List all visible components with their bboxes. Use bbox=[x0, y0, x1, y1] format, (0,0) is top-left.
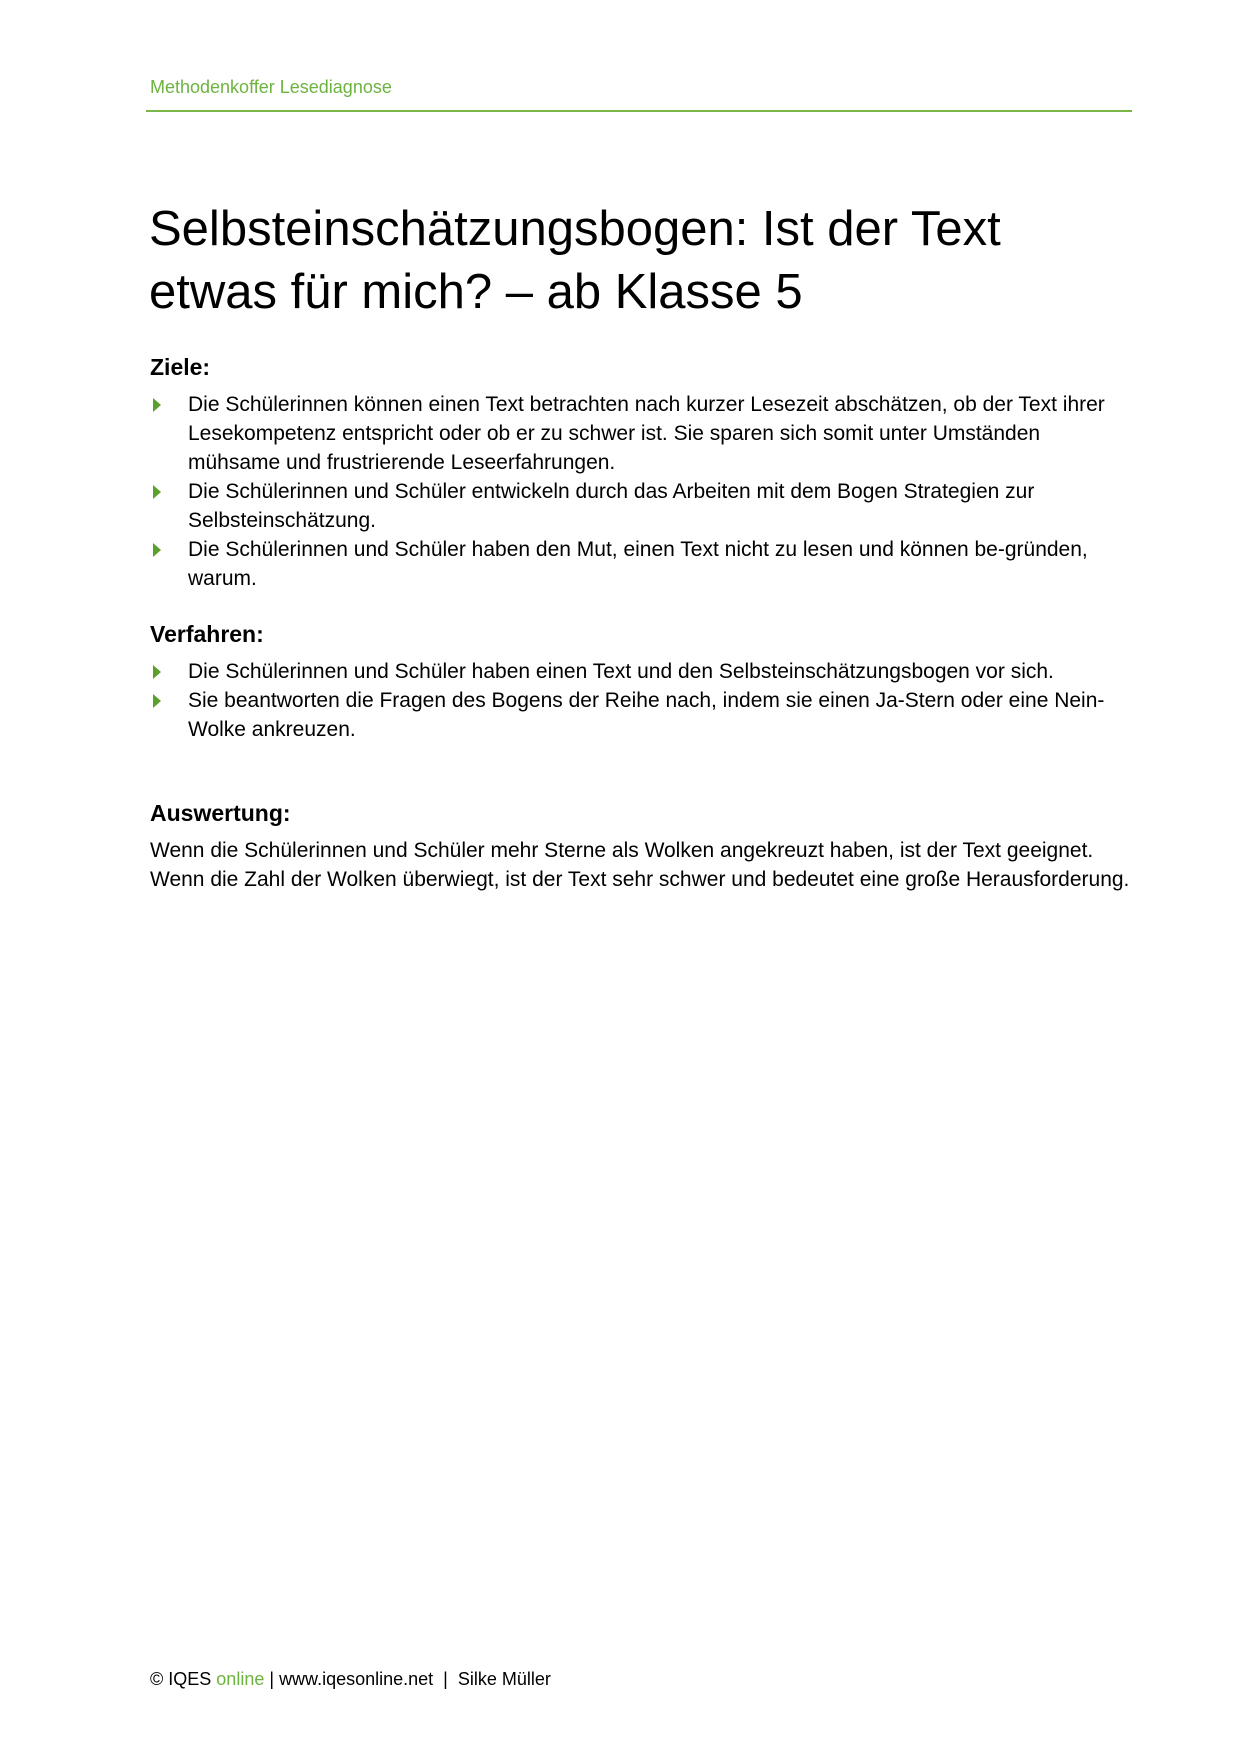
footer-separator: | bbox=[269, 1669, 275, 1689]
page-title bbox=[149, 198, 1129, 324]
section-heading: Verfahren: bbox=[150, 621, 264, 647]
footer bbox=[150, 1669, 551, 1690]
triangle-bullet-icon bbox=[153, 543, 161, 557]
verfahren-list bbox=[150, 657, 1130, 744]
footer-online: online bbox=[216, 1669, 265, 1689]
triangle-bullet-icon bbox=[153, 398, 161, 412]
footer-separator: | bbox=[443, 1669, 448, 1689]
section-heading: Ziele: bbox=[150, 354, 211, 380]
list-item: Die Schülerinnen und Schüler haben den Mut, einen Text nicht zu lesen und können be-gründen, warum. bbox=[150, 535, 1130, 593]
triangle-bullet-icon bbox=[153, 694, 161, 708]
header-divider bbox=[146, 110, 1132, 112]
footer-copyright: © IQES bbox=[150, 1669, 212, 1689]
auswertung-text: Wenn die Schülerinnen und Schüler mehr Sterne als Wolken angekreuzt haben, ist der Text geeignet. Wenn die Zahl der Wolken überwiegt, ist der Text sehr schwer und bedeutet eine große Herausforderung. bbox=[150, 839, 1130, 891]
list-item: Sie beantworten die Fragen des Bogens der Reihe nach, indem sie einen Ja-Stern oder eine Nein-Wolke ankreuzen. bbox=[150, 686, 1130, 744]
footer-url[interactable]: www.iqesonline.net bbox=[279, 1669, 434, 1689]
title-line-1: Selbsteinschätzungsbogen: Ist der Text bbox=[149, 202, 1001, 256]
list-item: Die Schülerinnen können einen Text betrachten nach kurzer Lesezeit abschätzen, ob der Text ihrer Lesekompetenz entspricht oder ob er zu schwer ist. Sie sparen sich somit unter Umständen mühsame und frustrierende Leseerfahrungen. bbox=[150, 390, 1130, 477]
triangle-bullet-icon bbox=[153, 665, 161, 679]
section-auswertung bbox=[150, 798, 1130, 894]
section-verfahren bbox=[150, 619, 1130, 744]
footer-author: Silke Müller bbox=[457, 1669, 551, 1689]
title-line-2: etwas für mich? – ab Klasse 5 bbox=[149, 265, 803, 319]
list-item: Die Schülerinnen und Schüler haben einen Text und den Selbsteinschätzungsbogen vor sich. bbox=[150, 657, 1130, 686]
triangle-bullet-icon bbox=[153, 485, 161, 499]
list-item: Die Schülerinnen und Schüler entwickeln durch das Arbeiten mit dem Bogen Strategien zur Selbsteinschätzung. bbox=[150, 477, 1130, 535]
ziele-list bbox=[150, 390, 1130, 593]
section-heading: Auswertung: bbox=[150, 800, 291, 826]
section-ziele bbox=[150, 352, 1130, 593]
running-header: Methodenkoffer Lesediagnose bbox=[150, 77, 392, 97]
